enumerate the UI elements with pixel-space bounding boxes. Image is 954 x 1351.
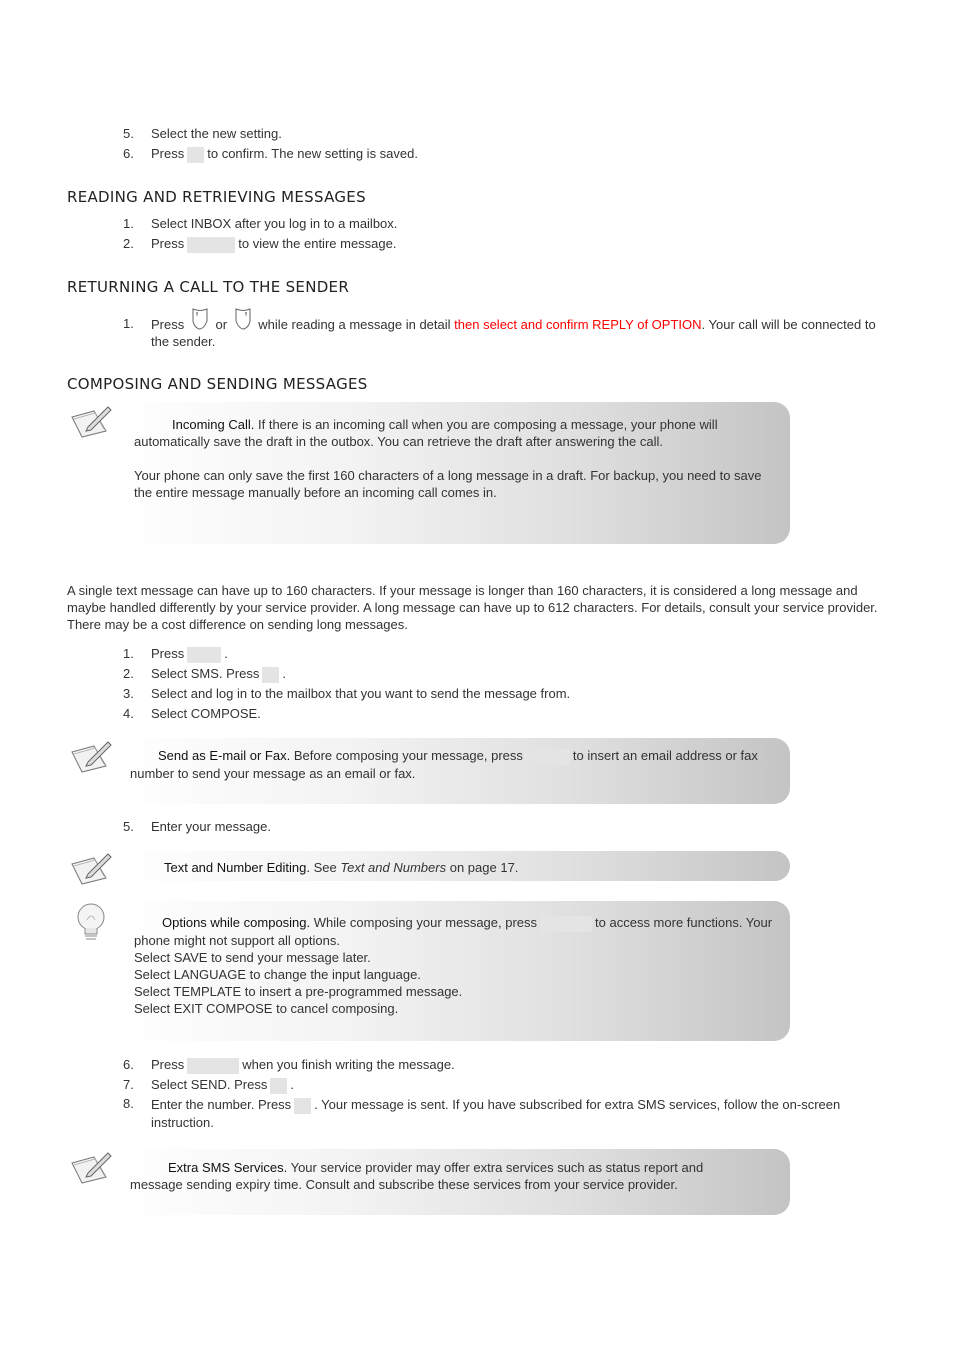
step-text-highlight: then select and confirm REPLY of OPTION (454, 317, 702, 332)
step-text (151, 236, 396, 253)
step-text-pre: Press (151, 646, 185, 661)
step-text-post: . (290, 1077, 294, 1092)
intro-paragraph: A single text message can have up to 160 characters. If your message is longer than 160 characters, it is considered a long message and maybe handled differently by your service provider. A long message can have up to 612 characters. For details, consult your service provider. There may be a cost difference on sending long messages. (67, 583, 878, 632)
step-text (151, 1077, 294, 1094)
note-content (130, 1159, 740, 1193)
step-text (151, 666, 286, 683)
step-text-or: or (215, 317, 228, 332)
note-body-post: on page 17. (449, 860, 519, 875)
step-text-pre: Enter the number. Press (151, 1097, 292, 1112)
step-text: Select and log in to the mailbox that you want to send the message from. (151, 686, 571, 701)
notepad-pencil-icon (68, 740, 112, 774)
step-number: 1. (123, 646, 134, 661)
tip-option-line: Select TEMPLATE to insert a pre-programmed message. (134, 983, 463, 999)
note-content (130, 747, 775, 782)
note-body: If there is an incoming call when you are composing a message, your phone will automatically save the draft in the outbox. You can retrieve the draft after answering the call. (134, 417, 718, 449)
note-body-pre: Before composing your message, press (293, 748, 523, 763)
step-text: Select INBOX after you log in to a mailbox. (151, 216, 398, 231)
note-title: Incoming Call. (172, 417, 255, 432)
key-placeholder (526, 749, 570, 765)
section-heading-composing: COMPOSING AND SENDING MESSAGES (67, 375, 368, 393)
lightbulb-icon (74, 902, 108, 944)
tip-option-line: Select EXIT COMPOSE to cancel composing. (134, 1000, 399, 1016)
note-body-post: to insert an email address or fax number to send your message as an email or fax. (130, 748, 758, 781)
left-softkey-icon (190, 307, 210, 331)
step-text-post: . Your call will be connected to the sender. (151, 317, 876, 349)
step-text-pre: Press (151, 236, 185, 251)
step-text (151, 1096, 891, 1131)
key-placeholder (540, 916, 592, 932)
step-number: 8. (123, 1096, 134, 1111)
step-number: 7. (123, 1077, 134, 1092)
section-heading-reading: READING AND RETRIEVING MESSAGES (67, 188, 366, 206)
step-text-mid: while reading a message in detail (258, 317, 451, 332)
note-body: Your phone can only save the first 160 characters of a long message in a draft. For backup, you need to save the entire message manually before an incoming call comes in. (134, 468, 762, 500)
step-number: 5. (123, 126, 134, 141)
notepad-pencil-icon (68, 405, 112, 439)
tip-title: Options while composing. (162, 915, 311, 930)
step-text-post: when you finish writing the message. (242, 1057, 455, 1072)
tip-body-pre: While composing your message, press (313, 915, 538, 930)
note-body-pre: See (313, 860, 337, 875)
note-body-reference: Text and Numbers (340, 860, 447, 875)
step-text-post: to confirm. The new setting is saved. (207, 146, 418, 161)
step-text (151, 146, 418, 163)
note-content (134, 416, 774, 501)
tip-content (134, 914, 774, 1017)
step-number: 6. (123, 146, 134, 161)
right-softkey-icon (233, 307, 253, 331)
step-text (151, 646, 228, 663)
note-title: Send as E-mail or Fax. (158, 748, 291, 763)
key-placeholder (187, 647, 221, 663)
step-text-post: to view the entire message. (238, 236, 397, 251)
step-text-pre: Select SEND. Press (151, 1077, 268, 1092)
note-title: Extra SMS Services. (168, 1160, 288, 1175)
notepad-pencil-icon (68, 1151, 112, 1185)
key-placeholder (187, 1058, 239, 1074)
step-text-pre: Select SMS. Press (151, 666, 260, 681)
step-text-post: . (224, 646, 228, 661)
key-placeholder (187, 237, 235, 253)
key-placeholder (294, 1098, 311, 1114)
step-text: Enter your message. (151, 819, 271, 834)
note-title: Text and Number Editing. (164, 860, 310, 875)
step-text: Select the new setting. (151, 126, 282, 141)
step-number: 3. (123, 686, 134, 701)
step-text-pre: Press (151, 317, 185, 332)
step-text: Select COMPOSE. (151, 706, 261, 721)
step-number: 4. (123, 706, 134, 721)
step-text (151, 1057, 455, 1074)
step-number: 1. (123, 316, 134, 331)
section-heading-returning: RETURNING A CALL TO THE SENDER (67, 278, 350, 296)
step-number: 6. (123, 1057, 134, 1072)
key-placeholder (270, 1078, 287, 1094)
notepad-pencil-icon (68, 852, 112, 886)
step-text-pre: Press (151, 1057, 185, 1072)
step-number: 5. (123, 819, 134, 834)
tip-body-post: to access more functions. Your phone might not support all options. (134, 915, 773, 948)
step-text (151, 307, 891, 349)
tip-option-line: Select LANGUAGE to change the input language. (134, 966, 421, 982)
step-text-pre: Press (151, 146, 185, 161)
step-number: 2. (123, 666, 134, 681)
key-placeholder (187, 147, 204, 163)
note-content (164, 859, 774, 876)
key-placeholder (262, 667, 279, 683)
step-text-post: . (282, 666, 286, 681)
step-number: 2. (123, 236, 134, 251)
step-text-post: . Your message is sent. If you have subscribed for extra SMS services, follow the on-screen instruction. (151, 1097, 841, 1130)
step-number: 1. (123, 216, 134, 231)
tip-option-line: Select SAVE to send your message later. (134, 949, 371, 965)
note-body: Your service provider may offer extra services such as status report and message sending expiry time. Consult and subscribe these services from your service provider. (130, 1160, 704, 1192)
